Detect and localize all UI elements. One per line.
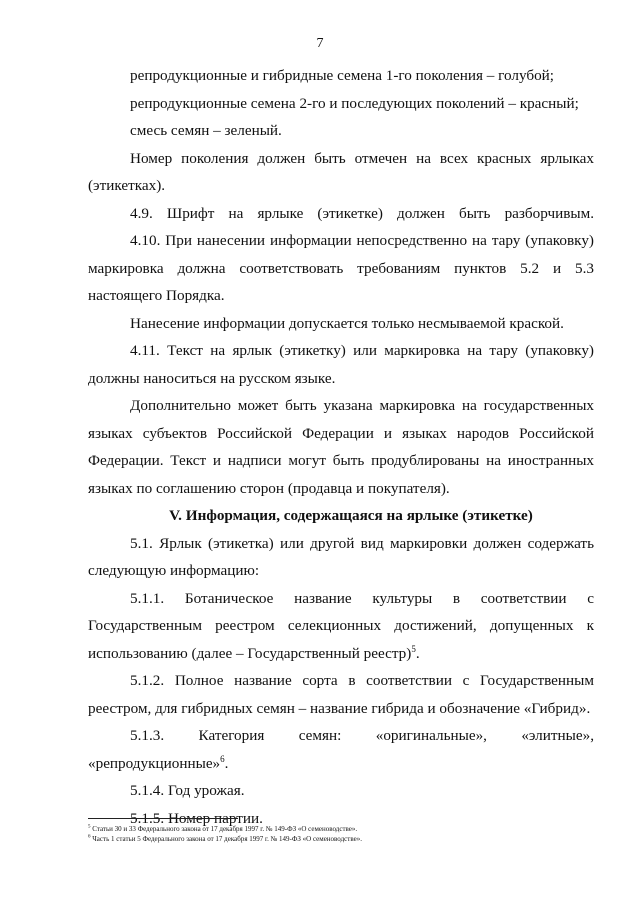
paragraph-4-9: 4.9. Шрифт на ярлыке (этикетке) должен быть разборчивым. bbox=[130, 204, 594, 222]
paragraph-5-1: 5.1. Ярлык (этикетка) или другой вид маркировки должен содержать следующую информацию: bbox=[88, 534, 594, 579]
paragraph-4-10: 4.10. При нанесении информации непосредственно на тару (упаковку) маркировка должна соответствовать требованиям пунктов 5.2 и 5.3 настоящего Порядка. bbox=[88, 232, 594, 304]
footnotes bbox=[88, 824, 608, 844]
footnote-text: Статьи 30 и 33 Федерального закона от 17 декабря 1997 г. № 149-ФЗ «О семеноводстве». bbox=[92, 825, 358, 833]
paragraph-5-1-1-end: . bbox=[415, 644, 420, 662]
footnote-divider bbox=[88, 818, 238, 819]
paragraph-5-1-3-text: 5.1.3. Категория семян: «оригинальные», «элитные», «репродукционные» bbox=[88, 727, 594, 772]
paragraph-5-1-5: 5.1.5. Номер партии. bbox=[130, 809, 263, 827]
footnote-mark: 6 bbox=[88, 834, 91, 840]
page-number: 7 bbox=[316, 36, 324, 51]
paragraph-color-red: репродукционные семена 2-го и последующих поколений – красный; bbox=[130, 94, 579, 112]
paragraph-5-1-4: 5.1.4. Год урожая. bbox=[130, 782, 245, 799]
paragraph-4-11: 4.11. Текст на ярлык (этикетку) или маркировка на тару (упаковку) должны наноситься на русском языке. bbox=[88, 342, 594, 387]
footnote-6 bbox=[88, 834, 608, 844]
paragraph-5-1-2: 5.1.2. Полное название сорта в соответствии с Государственным реестром, для гибридных семян – название гибрида и обозначение «Гибрид». bbox=[88, 672, 594, 717]
paragraph-5-1-3-end: . bbox=[224, 754, 229, 772]
paragraph-5-1-1 bbox=[88, 585, 594, 668]
paragraph-5-1-3 bbox=[88, 722, 594, 777]
footnote-5 bbox=[88, 824, 608, 834]
paragraph-5-1-1-text: 5.1.1. Ботаническое название культуры в соответствии с Государственным реестром селекционных достижений, допущенных к использованию (далее – Государственный реестр) bbox=[88, 589, 594, 662]
section-heading: V. Информация, содержащаяся на ярлыке (этикетке) bbox=[169, 507, 533, 524]
footnote-mark: 5 bbox=[88, 824, 91, 830]
paragraph-color-blue: репродукционные и гибридные семена 1-го поколения – голубой; bbox=[130, 67, 555, 84]
footnote-ref-6[interactable]: 6 bbox=[220, 753, 225, 764]
footnote-text: Часть 1 статьи 5 Федерального закона от 17 декабря 1997 г. № 149-ФЗ «О семеноводстве». bbox=[92, 835, 362, 843]
paragraph-generation-number: Номер поколения должен быть отмечен на всех красных ярлыках (этикетках). bbox=[88, 149, 594, 194]
document-body bbox=[88, 62, 594, 832]
footnote-ref-5[interactable]: 5 bbox=[411, 643, 416, 654]
paragraph-indelible-paint: Нанесение информации допускается только несмываемой краской. bbox=[130, 314, 564, 332]
paragraph-color-green: смесь семян – зеленый. bbox=[130, 122, 282, 139]
paragraph-additional-languages: Дополнительно может быть указана маркировка на государственных языках субъектов Российской Федерации и языках народов Российской Федерации. Текст и надписи могут быть продублированы на иностранных языках по соглашению сторон (продавца и покупателя). bbox=[88, 397, 594, 497]
